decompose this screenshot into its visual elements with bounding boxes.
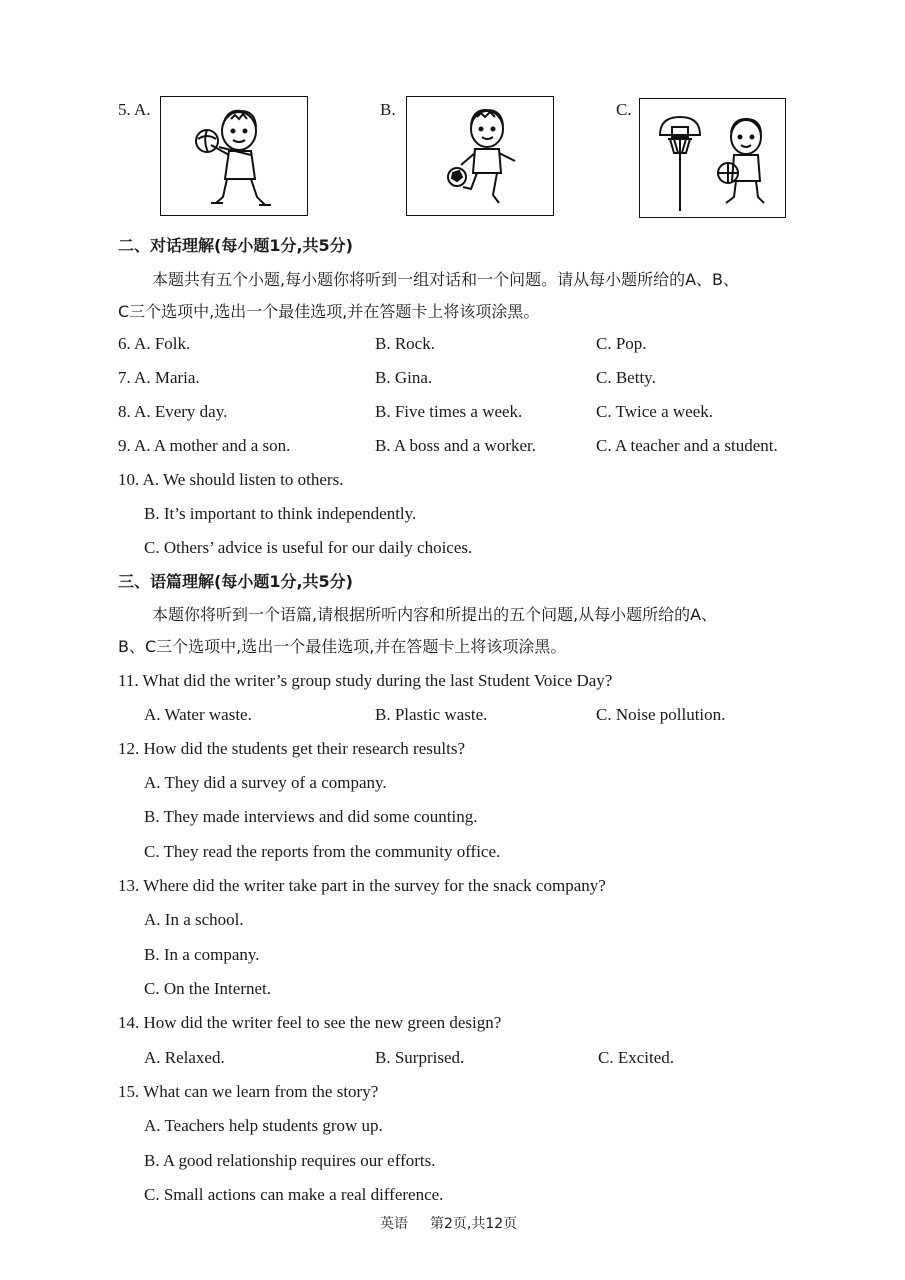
q5-label-c: C. (616, 100, 632, 119)
q8-option-c: C. Twice a week. (596, 402, 713, 421)
section2-instruction-line1: 本题共有五个小题,每小题你将听到一组对话和一个问题。请从每小题所给的A、B、 (152, 270, 740, 289)
q8-option-a: 8. A. Every day. (118, 402, 228, 421)
q5-picture-b (406, 96, 554, 216)
q12-option-c: C. They read the reports from the community office. (144, 842, 501, 861)
section3-instruction-line2: B、C三个选项中,选出一个最佳选项,并在答题卡上将该项涂黑。 (118, 637, 567, 656)
q5-label-b: B. (380, 100, 396, 119)
q6-option-c: C. Pop. (596, 334, 647, 353)
q7-option-b: B. Gina. (375, 368, 433, 387)
q9-option-c: C. A teacher and a student. (596, 436, 778, 455)
section3-instruction-line1: 本题你将听到一个语篇,请根据所听内容和所提出的五个问题,从每小题所给的A、 (152, 605, 718, 624)
q7-option-c: C. Betty. (596, 368, 656, 387)
footer-subject: 英语 (380, 1216, 408, 1232)
q13-question: 13. Where did the writer take part in the survey for the snack company? (118, 876, 606, 895)
q10-option-b: B. It’s important to think independently. (144, 504, 417, 523)
q9-option-b: B. A boss and a worker. (375, 436, 537, 455)
q9-option-a: 9. A. A mother and a son. (118, 436, 291, 455)
q14-option-c: C. Excited. (598, 1048, 675, 1067)
q14-question: 14. How did the writer feel to see the new green design? (118, 1013, 502, 1032)
q5-label-a: 5. A. (118, 100, 151, 119)
q5-picture-c (639, 98, 786, 218)
section2-instruction-line2: C三个选项中,选出一个最佳选项,并在答题卡上将该项涂黑。 (118, 302, 540, 321)
q5-picture-a (160, 96, 308, 216)
q10-option-a: 10. A. We should listen to others. (118, 470, 344, 489)
q12-option-b: B. They made interviews and did some counting. (144, 807, 478, 826)
q14-option-b: B. Surprised. (375, 1048, 465, 1067)
q14-option-a: A. Relaxed. (144, 1048, 225, 1067)
q11-option-a: A. Water waste. (144, 705, 252, 724)
footer-page-number: 第2页,共12页 (430, 1216, 518, 1232)
soccer-boy-icon (407, 97, 553, 215)
volleyball-boy-icon (161, 97, 307, 215)
q7-option-a: 7. A. Maria. (118, 368, 200, 387)
q12-question: 12. How did the students get their research results? (118, 739, 465, 758)
q12-option-a: A. They did a survey of a company. (144, 773, 387, 792)
q8-option-b: B. Five times a week. (375, 402, 523, 421)
basketball-boy-icon (640, 99, 785, 217)
q13-option-c: C. On the Internet. (144, 979, 271, 998)
q15-question: 15. What can we learn from the story? (118, 1082, 379, 1101)
q13-option-b: B. In a company. (144, 945, 260, 964)
q15-option-c: C. Small actions can make a real difference. (144, 1185, 444, 1204)
q15-option-a: A. Teachers help students grow up. (144, 1116, 383, 1135)
q10-option-c: C. Others’ advice is useful for our daily choices. (144, 538, 473, 557)
section3-title: 三、语篇理解(每小题1分,共5分) (118, 572, 353, 591)
q13-option-a: A. In a school. (144, 910, 244, 929)
q6-option-a: 6. A. Folk. (118, 334, 191, 353)
q6-option-b: B. Rock. (375, 334, 435, 353)
q11-option-b: B. Plastic waste. (375, 705, 488, 724)
q11-question: 11. What did the writer’s group study during the last Student Voice Day? (118, 671, 613, 690)
section2-title: 二、对话理解(每小题1分,共5分) (118, 236, 353, 255)
q11-option-c: C. Noise pollution. (596, 705, 726, 724)
q15-option-b: B. A good relationship requires our efforts. (144, 1151, 436, 1170)
